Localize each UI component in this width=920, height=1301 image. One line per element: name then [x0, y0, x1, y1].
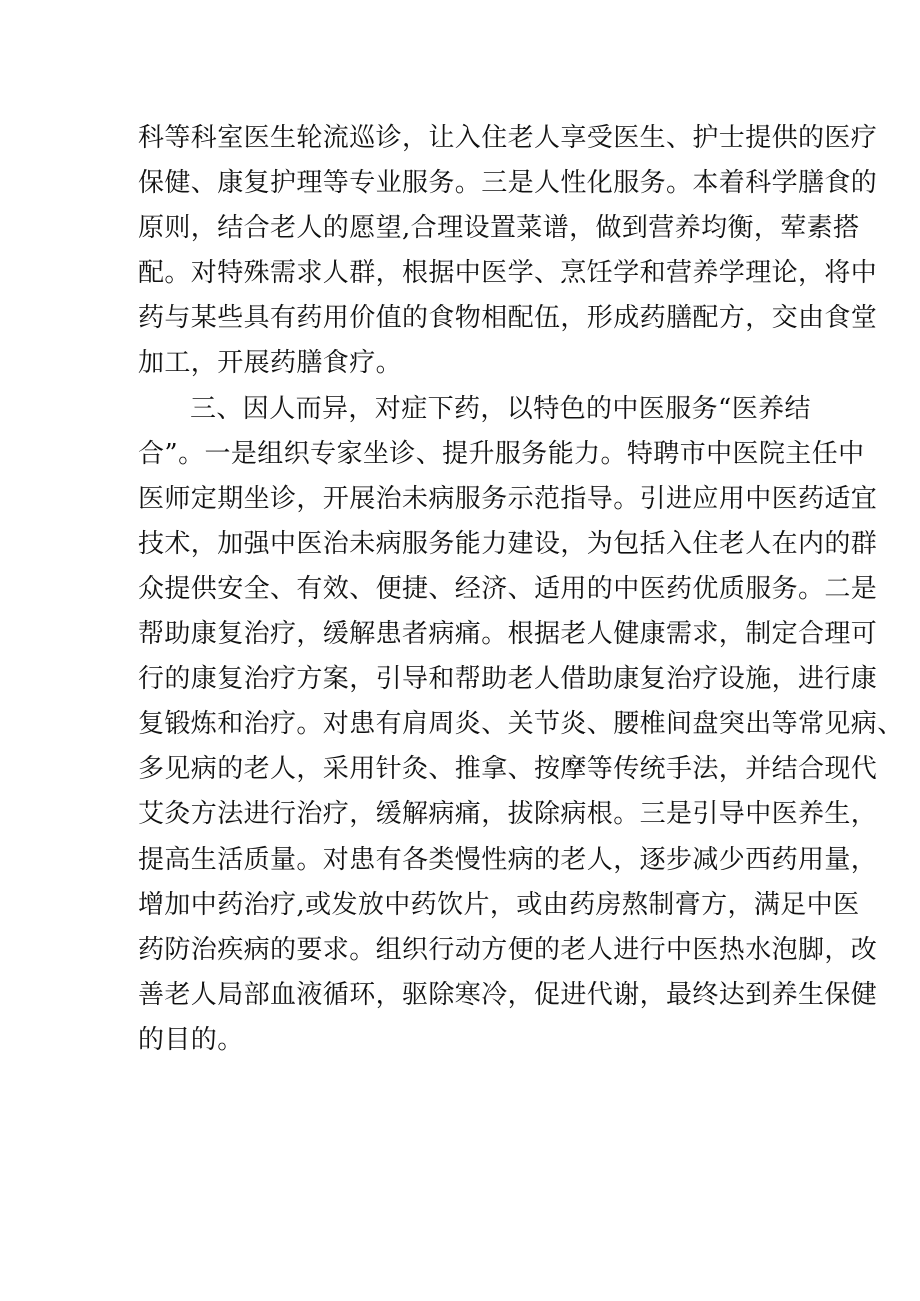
text-line: 技术，加强中医治未病服务能力建设，为包括入住老人在内的群 [138, 528, 878, 559]
paragraph-1 [138, 116, 878, 387]
text-line: 增加中药治疗,或发放中药饮片，或由药房熬制膏方，满足中医 [138, 889, 860, 920]
text-line: 药与某些具有药用价值的食物相配伍，形成药膳配方，交由食堂 [138, 303, 878, 334]
text-line: 复锻炼和治疗。对患有肩周炎、关节炎、腰椎间盘突出等常见病、 [138, 709, 904, 740]
text-line: 配。对特殊需求人群，根据中医学、烹饪学和营养学理论，将中 [138, 258, 878, 289]
text-line: 药防治疾病的要求。组织行动方便的老人进行中医热水泡脚，改 [138, 934, 878, 965]
text-line: 合”。一是组织专家坐诊、提升服务能力。特聘市中医院主任中 [138, 438, 865, 469]
text-line: 原则，结合老人的愿望,合理设置菜谱，做到营养均衡，荤素搭 [138, 213, 860, 244]
paragraph-2 [138, 387, 904, 1063]
text-line: 众提供安全、有效、便捷、经济、适用的中医药优质服务。二是 [138, 573, 878, 604]
text-line: 行的康复治疗方案，引导和帮助老人借助康复治疗设施，进行康 [138, 664, 878, 695]
text-line: 提高生活质量。对患有各类慢性病的老人，逐步减少西药用量， [138, 844, 878, 875]
text-line: 医师定期坐诊，开展治未病服务示范指导。引进应用中医药适宜 [138, 483, 878, 514]
text-line: 三、因人而异，对症下药，以特色的中医服务“医养结 [190, 393, 811, 424]
text-line: 帮助康复治疗，缓解患者病痛。根据老人健康需求，制定合理可 [138, 619, 878, 650]
text-line: 保健、康复护理等专业服务。三是人性化服务。本着科学膳食的 [138, 168, 878, 199]
text-line: 多见病的老人，采用针灸、推拿、按摩等传统手法，并结合现代 [138, 754, 878, 785]
document-body [138, 116, 904, 1063]
text-line: 科等科室医生轮流巡诊，让入住老人享受医生、护士提供的医疗 [138, 123, 878, 153]
text-line: 善老人局部血液循环，驱除寒冷，促进代谢，最终达到养生保健 [138, 979, 878, 1010]
text-line: 艾灸方法进行治疗，缓解病痛，拔除病根。三是引导中医养生， [138, 799, 878, 830]
text-line: 的目的。 [138, 1024, 244, 1055]
text-line: 加工，开展药膳食疗。 [138, 348, 403, 379]
